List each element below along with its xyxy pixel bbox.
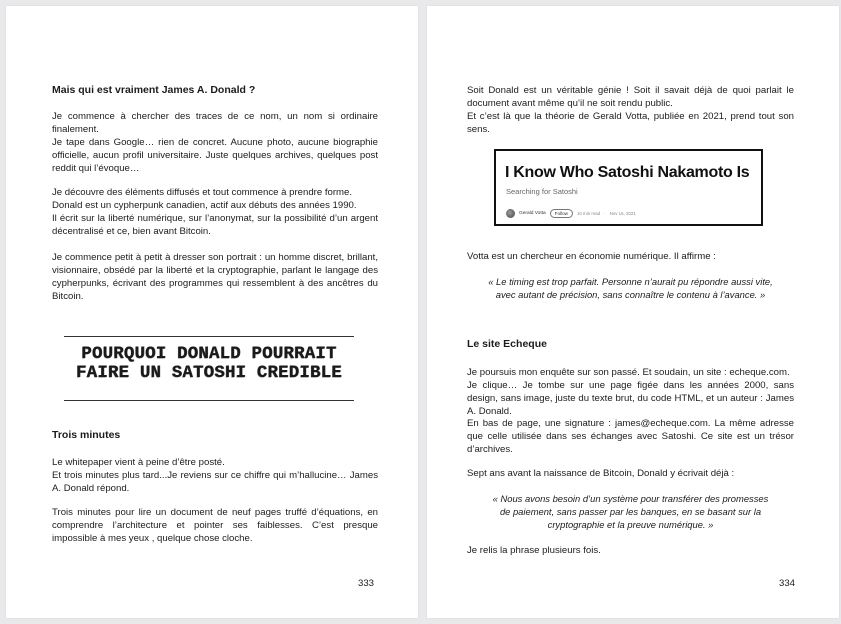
left-page [6,6,418,618]
article-card-image [494,149,763,226]
article-subtitle: Searching for Satoshi [506,187,578,196]
paragraph: Je clique… Je tombe sur une page figée dans les années 2000, sans design, sans image, juste du texte brut, du code HTML, et un auteur : James A. Donald. [467,380,794,417]
article-title: I Know Who Satoshi Nakamoto Is [505,164,750,181]
right-page [427,6,839,618]
divider [64,400,354,401]
paragraph: Je découvre des éléments diffusés et tout commence à prendre forme. [52,187,353,198]
heading-who-is-donald: Mais qui est vraiment James A. Donald ? [52,84,256,96]
paragraph: Le whitepaper vient à peine d’être posté. [52,457,225,468]
quote-line: cryptographie et la preuve numérique. » [547,519,714,530]
author-name: Gerald Votta [519,210,546,216]
separator-dot: · [604,210,606,216]
quote-line: « Nous avons besoin d’un système pour transférer des promesses [492,493,769,504]
read-time: 10 min read [576,210,601,216]
quote-line: « Le timing est trop parfait. Personne n’aurait pu répondre aussi vite, [488,276,773,287]
avatar [506,209,515,218]
paragraph: Il écrit sur la liberté numérique, sur l’anonymat, sur la possibilité d’un argent décentralisé et ce, bien avant Bitcoin. [52,213,378,237]
page-number: 334 [778,578,795,589]
paragraph: Je commence à chercher des traces de ce nom, un nom si ordinaire finalement. [52,111,378,135]
quote-line: de paiement, sans passer par les banques, en se basant sur la [499,506,762,517]
divider [64,336,354,337]
paragraph: Et trois minutes plus tard...Je reviens sur ce chiffre qui m’hallucine… James A. Donald répond. [52,470,378,494]
paragraph: En bas de page, une signature : james@echeque.com. La même adresse que celle utilisée dans ses échanges avec Satoshi. Ce site est un trésor d’archives. [467,418,794,455]
heading-three-minutes: Trois minutes [52,429,121,441]
article-meta [506,207,636,219]
paragraph: Et c’est là que la théorie de Gerald Votta, publiée en 2021, prend tout son sens. [467,111,794,135]
paragraph: Je commence petit à petit à dresser son portrait : un homme discret, brillant, visionnaire, obsédé par la liberté et la cryptographie, parlant le langage des cypherpunks, écrivant des programmes qui ressemblent à des ancêtres du Bitcoin. [52,252,378,302]
paragraph: Soit Donald est un véritable génie ! Soit il savait déjà de quoi parlait le document avant même qu’il ne soit rendu public. [467,85,794,109]
stamp-line: FAIRE UN SATOSHI CREDIBLE [76,364,342,383]
follow-button: Follow [550,209,573,218]
paragraph: Je relis la phrase plusieurs fois. [467,545,601,556]
paragraph: Je poursuis mon enquête sur son passé. Et soudain, un site : echeque.com. [467,367,790,378]
paragraph: Donald est un cypherpunk canadien, actif aux débuts des années 1990. [52,200,357,211]
stamp-title-text [64,345,354,383]
paragraph: Sept ans avant la naissance de Bitcoin, Donald y écrivait déjà : [467,468,735,479]
stamp-line: POURQUOI DONALD POURRAIT [81,345,337,364]
publish-date: Nov 16, 2021 [609,210,636,216]
heading-echeque: Le site Echeque [467,338,547,350]
paragraph: Trois minutes pour lire un document de neuf pages truffé d’équations, en comprendre l’architecture et pointer ses faiblesses. C’est presque impossible à mes yeux , quelque chose cloche. [52,507,378,544]
quote-line: avec autant de précision, sans connaître le contenu à l’avance. » [495,289,766,300]
page-number: 333 [357,578,374,589]
paragraph: Je tape dans Google… rien de concret. Aucune photo, aucune biographie officielle, aucun profil universitaire. Juste quelques archives, quelques post reddit qui l’évoque… [52,137,378,174]
stamp-title-image [64,336,354,401]
paragraph: Votta est un chercheur en économie numérique. Il affirme : [467,251,716,262]
